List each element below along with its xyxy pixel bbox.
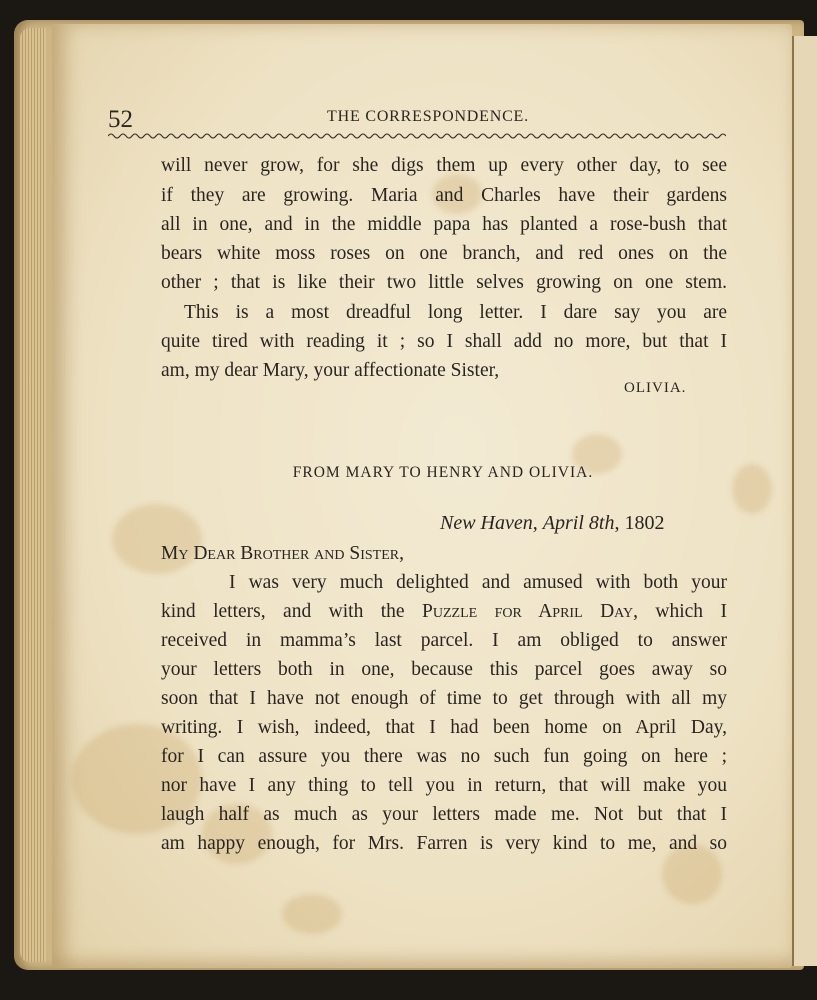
dateline-date: April 8 [542,512,599,534]
foxing-stain [282,894,342,934]
text-line: am happy enough, for Mrs. Farren is very kind to me, and so [161,833,727,854]
text-line: received in mamma’s last parcel. I am obliged to answer [161,630,727,651]
text-line: writing. I wish, indeed, that I had been home on April Day, [161,717,727,738]
text-line: am, my dear Mary, your affectionate Sister, [161,360,500,381]
facing-page-edge [792,36,817,966]
text-line: nor have I any thing to tell you in return, that will make you [161,775,727,796]
text-segment: kind letters, and with the [161,601,405,622]
running-title: THE CORRESPONDENCE. [327,108,529,125]
text-line: This is a most dreadful long letter. I dare say you are [184,302,727,323]
text-line: if they are growing. Maria and Charles have their gardens [161,185,727,206]
text-line: will never grow, for she digs them up every other day, to see [161,155,727,176]
letter-heading: FROM MARY TO HENRY AND OLIVIA. [292,464,594,481]
text-line [161,598,727,626]
foxing-stain [732,464,772,514]
text-line: quite tired with reading it ; so I shall add no more, but that I [161,331,727,352]
text-line: laugh half as much as your letters made me. Not but that I [161,804,727,825]
wavy-rule [108,132,726,140]
text-line: soon that I have not enough of time to get through with all my [161,688,727,709]
text-line: I was very much delighted and amused with both your [229,572,727,593]
text-line: bears white moss roses on one branch, and red ones on the [161,243,727,264]
text-line: all in one, and in the middle papa has planted a rose-bush that [161,214,727,235]
text-line: other ; that is like their two little selves growing on one stem. [161,272,727,293]
signature: OLIVIA. [624,380,687,396]
puzzle-title: Puzzle for April Day [422,601,634,622]
text-line: for I can assure you there was no such fun going on here ; [161,746,727,767]
text-segment: , which I [633,601,727,622]
page-number: 52 [108,106,133,133]
text-line: your letters both in one, because this parcel goes away so [161,659,727,680]
dateline-place: New Haven [440,512,533,534]
dateline-ordinal: th [598,512,615,534]
dateline-year: 1802 [624,512,665,534]
dateline: New Haven, April 8th, 1802 [440,512,665,534]
salutation: My Dear Brother and Sister, [161,543,404,564]
